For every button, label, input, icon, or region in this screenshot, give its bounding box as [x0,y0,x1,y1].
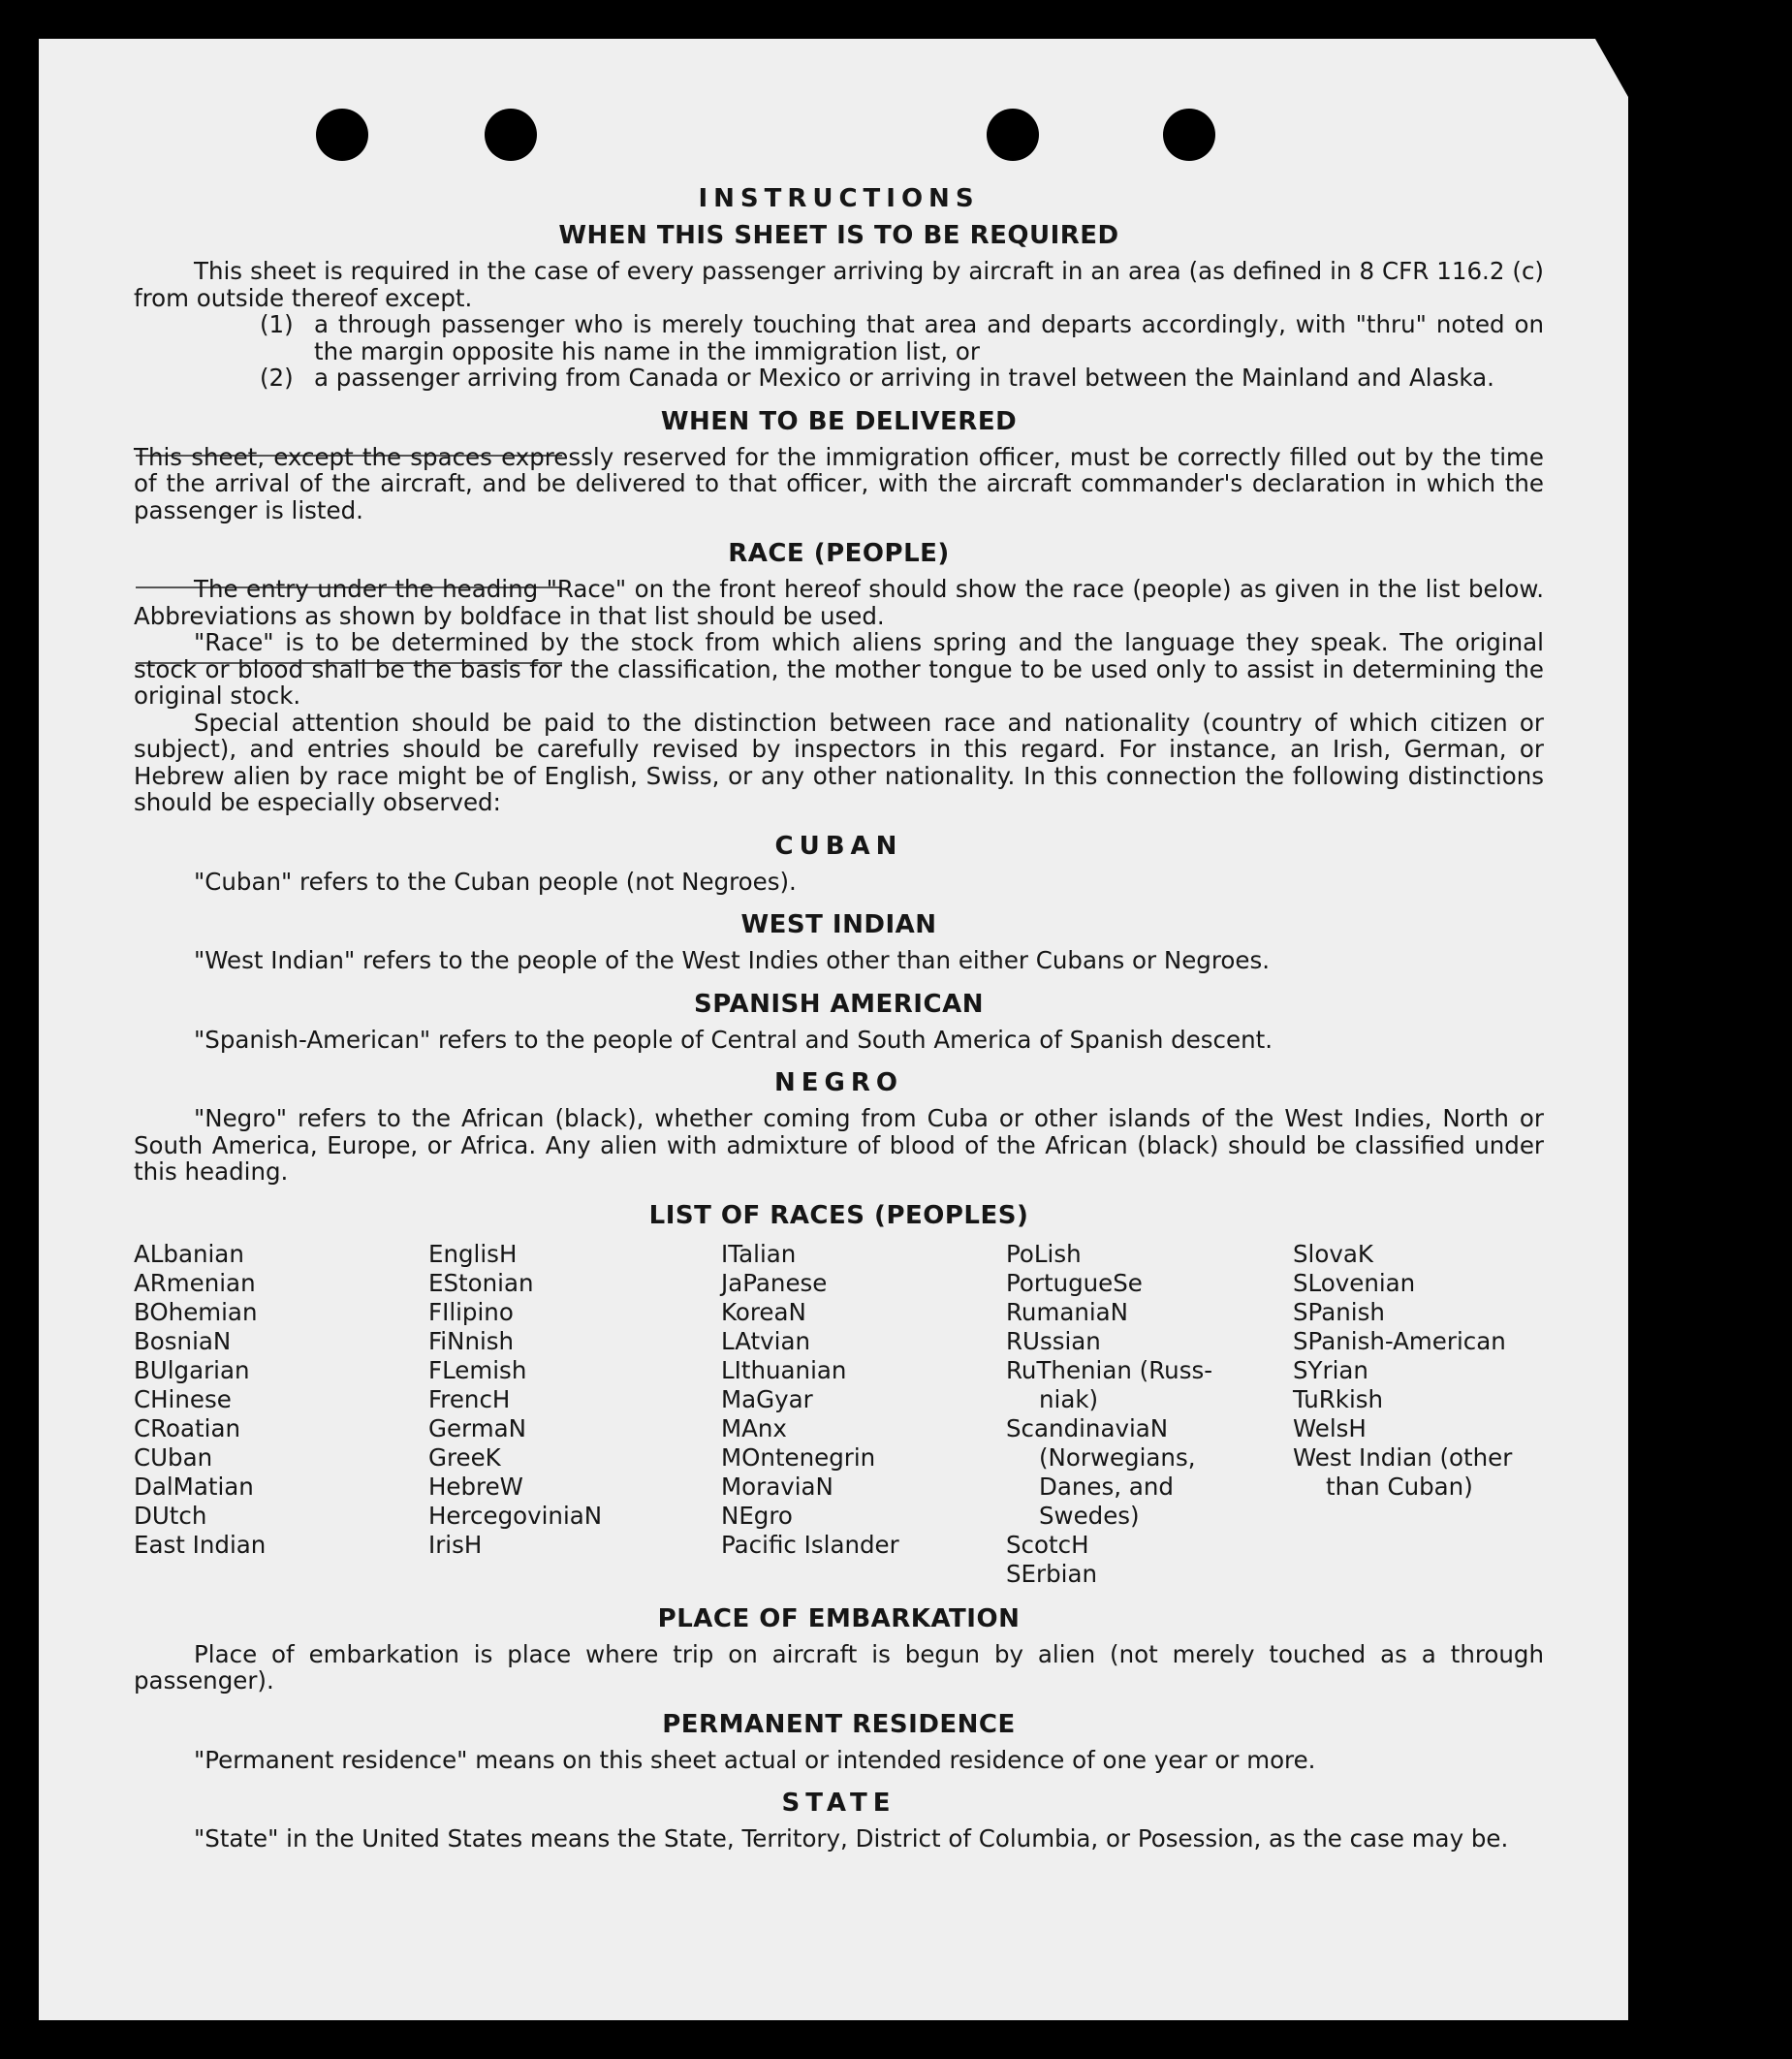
delivered-heading: WHEN TO BE DELIVERED [660,406,1018,436]
race-item: IrisH [428,1530,483,1559]
race-item: East Indian [134,1530,267,1559]
race-item: FLemish [428,1355,527,1384]
punch-hole [485,109,537,161]
race-item: West Indian (other [1293,1442,1513,1472]
race-item: ScandinaviaN [1006,1413,1169,1442]
negro-text: "Negro" refers to the African (black), whether coming from Cuba or other islands of the West Indies, North or South America, Europe, or Africa. Any alien with admixture of blood of the African (black) should be classified under this heading. [134,1104,1544,1186]
residence-text: "Permanent residence" means on this sheet actual or intended residence of one year or more. [194,1745,1316,1774]
race-item: LAtvian [721,1326,810,1355]
race-item: FrencH [428,1384,511,1413]
exception-text: a passenger arriving from Canada or Mexico or arriving in travel between the Mainland and Alaska. [314,364,1494,392]
race-item: RUssian [1006,1326,1101,1355]
required-heading: WHEN THIS SHEET IS TO BE REQUIRED [558,221,1119,250]
race-item: FiNnish [428,1326,515,1355]
race-item: RumaniaN [1006,1297,1129,1326]
race-item: GermaN [428,1413,526,1442]
race-item: Swedes) [1039,1501,1140,1530]
race-item: (Norwegians, [1039,1442,1196,1472]
race-item: CUban [134,1442,213,1472]
race-item: ITalian [721,1239,797,1268]
race-item: SlovaK [1293,1239,1373,1268]
race-item: NEgro [721,1501,793,1530]
race-item: ALbanian [134,1239,244,1268]
race-paragraph: The entry under the heading "Race" on the front hereof should show the race (people) as given in the list below. Abbreviations as shown by boldface in that list should be used. [134,575,1544,630]
race-list [134,1240,1544,1589]
race-item: SErbian [1006,1559,1098,1588]
west-indian-text: "West Indian" refers to the people of the West Indies other than either Cubans or Negroes. [194,946,1271,974]
race-item: SYrian [1293,1355,1368,1384]
exception-number: (2) [260,364,294,392]
race-item: JaPanese [721,1268,828,1297]
residence-heading: PERMANENT RESIDENCE [662,1709,1016,1739]
embarkation-heading: PLACE OF EMBARKATION [657,1603,1021,1633]
race-item: LIthuanian [721,1355,847,1384]
race-item: BosniaN [134,1326,232,1355]
embarkation-text: Place of embarkation is place where trip on aircraft is begun by alien (not merely touched as a through passenger). [134,1639,1544,1695]
race-item: BUlgarian [134,1355,250,1384]
punch-hole [316,109,368,161]
race-column [721,1240,1006,1589]
instructions-content [134,184,1544,1853]
race-heading: RACE (PEOPLE) [728,539,950,568]
state-heading: STATE [781,1789,896,1818]
race-item: niak) [1039,1384,1099,1413]
list-heading: LIST OF RACES (PEOPLES) [648,1200,1029,1230]
exception-number: (1) [260,310,294,338]
race-item: DUtch [134,1501,207,1530]
race-paragraph: Special attention should be paid to the distinction between race and nationality (country of which citizen or subject), and entries should be carefully revised by inspectors in this regard. For instance, an Irish, German, or Hebrew alien by race might be of English, Swiss, or any other nationality. In this connection the following distinctions should be especially observed: [134,708,1544,816]
cuban-text: "Cuban" refers to the Cuban people (not Negroes). [194,867,797,896]
race-column [1293,1240,1544,1589]
race-item: PoLish [1006,1239,1082,1268]
race-item: Pacific Islander [721,1530,899,1559]
state-text: "State" in the United States means the State, Territory, District of Columbia, or Posession, as the case may be. [194,1824,1509,1853]
race-item: CHinese [134,1384,232,1413]
west-indian-heading: WEST INDIAN [740,910,937,939]
race-item: CRoatian [134,1413,240,1442]
race-item: Danes, and [1039,1472,1174,1501]
race-item: BOhemian [134,1297,258,1326]
race-item: HercegoviniaN [428,1501,603,1530]
race-column [428,1240,721,1589]
punch-hole [987,109,1039,161]
race-item: FIlipino [428,1297,514,1326]
race-item: KoreaN [721,1297,806,1326]
race-item: MAnx [721,1413,787,1442]
race-item: SPanish [1293,1297,1385,1326]
race-item: MoraviaN [721,1472,833,1501]
required-intro: This sheet is required in the case of every passenger arriving by aircraft in an area (as defined in 8 CFR 116.2 (c) from outside thereof except. [134,257,1544,312]
race-item: MOntenegrin [721,1442,876,1472]
cuban-heading: CUBAN [774,831,903,861]
race-item: SPanish-American [1293,1326,1506,1355]
race-item: ScotcH [1006,1530,1089,1559]
race-item: ARmenian [134,1268,256,1297]
race-item: EnglisH [428,1239,518,1268]
exception-item [260,311,1544,364]
punch-hole [1163,109,1215,161]
instructions-title: INSTRUCTIONS [698,184,980,213]
negro-heading: NEGRO [774,1068,903,1097]
race-item: RuThenian (Russ- [1006,1355,1213,1384]
spanish-american-heading: SPANISH AMERICAN [694,989,984,1019]
exception-item [260,364,1544,392]
race-item: DalMatian [134,1472,254,1501]
race-column [1006,1240,1293,1589]
exception-text: a through passenger who is merely touching that area and departs accordingly, with "thru" noted on the margin opposite his name in the immigration list, or [314,310,1544,365]
race-item: WelsH [1293,1413,1367,1442]
race-item: MaGyar [721,1384,813,1413]
race-item: than Cuban) [1326,1472,1473,1501]
race-item: TuRkish [1293,1384,1384,1413]
spanish-american-text: "Spanish-American" refers to the people of Central and South America of Spanish descent. [194,1025,1273,1054]
delivered-text: This sheet, except the spaces expressly reserved for the immigration officer, must be correctly filled out by the time of the arrival of the aircraft, and be delivered to that officer, with the aircraft commander's declaration in which the passenger is listed. [134,442,1544,524]
race-paragraph: "Race" is to be determined by the stock from which aliens spring and the language they speak. The original stock or blood shall be the basis for the classification, the mother tongue to be used only to assist in determining the original stock. [134,628,1544,710]
race-item: SLovenian [1293,1268,1416,1297]
race-item: EStonian [428,1268,534,1297]
race-item: HebreW [428,1472,523,1501]
race-column [134,1240,428,1589]
race-item: GreeK [428,1442,501,1472]
race-item: PortugueSe [1006,1268,1143,1297]
